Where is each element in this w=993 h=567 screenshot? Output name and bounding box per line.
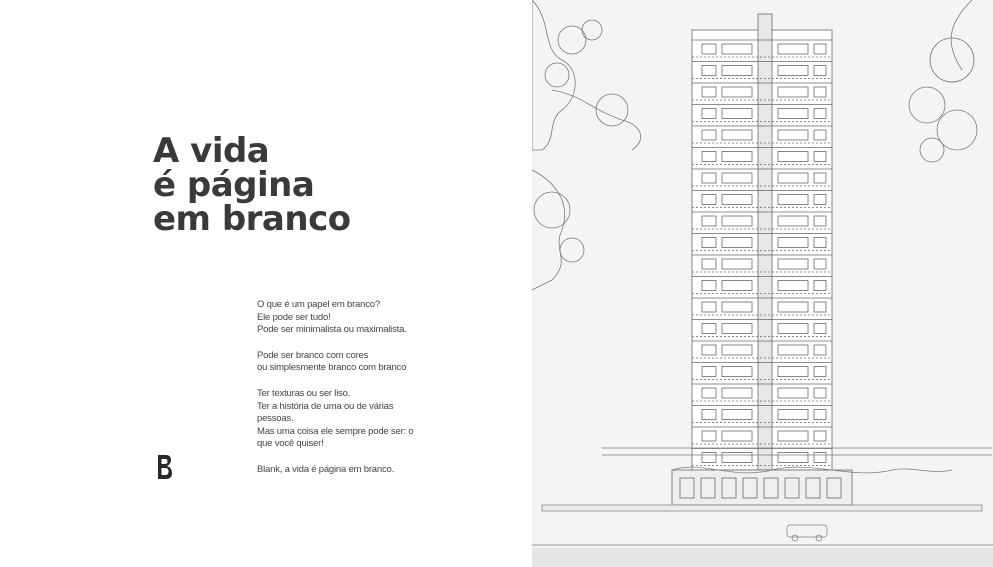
paragraph-line: Ter a história de uma ou de várias [257,400,394,412]
paragraph-line: que você quiser! [257,438,324,450]
paragraph-line: O que é um papel em branco? [257,299,380,310]
paragraph-line: Ter texturas ou ser liso. [257,387,351,399]
paragraph-1 [257,299,457,337]
paragraph-4 [257,464,457,477]
paragraph-line: Pode ser branco com cores [257,349,369,361]
title-line-3: em branco [153,199,351,239]
brand-b-icon [156,454,174,480]
title-line-2: é página [153,165,315,205]
page-title [153,131,351,239]
building-illustration [532,0,993,567]
paragraph-line: Pode ser minimalista ou maximalista. [257,324,407,336]
legal-note [975,20,985,540]
paragraph-3 [257,388,457,451]
title-line-1: A vida [153,131,270,171]
paragraph-line: Ele pode ser tudo! [257,311,331,323]
building-sketch [532,0,993,567]
paragraph-2 [257,350,457,375]
paragraph-line: pessoas. [257,413,294,425]
paragraph-line: Blank, a vida é página em branco. [257,463,395,475]
tower-icon [672,14,852,505]
body-copy [257,299,457,490]
paragraph-line: ou simplesmente branco com branco [257,362,407,374]
paragraph-line: Mas uma coisa ele sempre pode ser: o [257,425,414,437]
